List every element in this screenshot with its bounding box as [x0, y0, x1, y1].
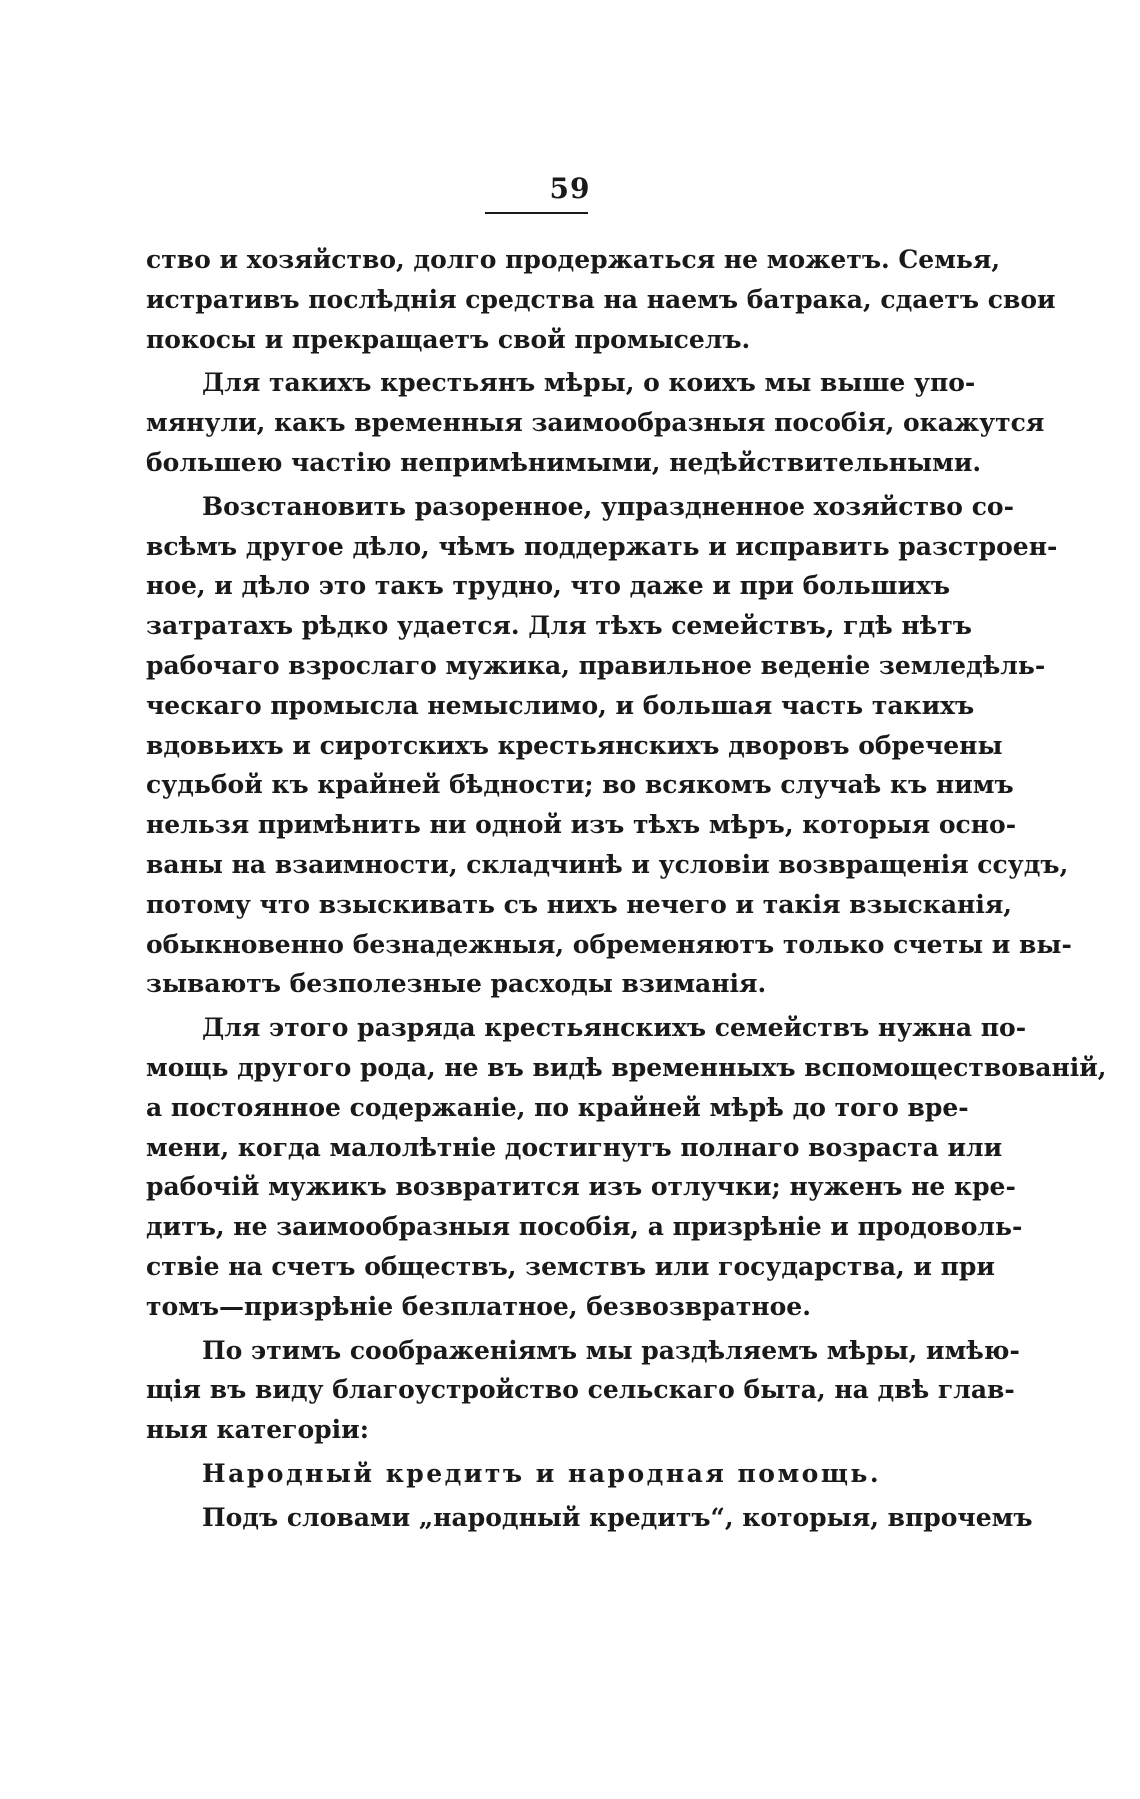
text-line: судьбой къ крайней бѣдности; во всякомъ случаѣ къ нимъ — [146, 770, 1014, 800]
text-line: мени, когда малолѣтніе достигнутъ полнаго возраста или — [146, 1132, 1003, 1162]
text-line: вдовьихъ и сиротскихъ крестьянскихъ дворовъ обречены — [146, 730, 1003, 760]
text-line: Для такихъ крестьянъ мѣры, о коихъ мы выше упо- — [202, 368, 976, 398]
text-line: Для этого разряда крестьянскихъ семействъ нужна по- — [202, 1013, 1027, 1043]
text-line: мянули, какъ временныя заимообразныя пособія, окажутся — [146, 408, 1045, 438]
text-line: ныя категоріи: — [146, 1415, 369, 1445]
page-number-rule — [485, 212, 588, 214]
text-line: томъ—призрѣніе безплатное, безвозвратное. — [146, 1291, 811, 1321]
text-line: ное, и дѣло это такъ трудно, что даже и при большихъ — [146, 571, 951, 601]
section-heading: Народный кредитъ и народная помощь. — [202, 1458, 882, 1488]
text-line: покосы и прекращаетъ свой промыселъ. — [146, 324, 751, 354]
text-line: Подъ словами „народный кредитъ“, которыя, впрочемъ — [202, 1502, 1033, 1532]
text-line: зываютъ безполезные расходы взиманія. — [146, 969, 767, 999]
text-line: обыкновенно безнадежныя, обременяютъ только счеты и вы- — [146, 929, 1072, 959]
text-line: По этимъ соображеніямъ мы раздѣляемъ мѣры, имѣю- — [202, 1335, 1020, 1365]
text-line: рабочій мужикъ возвратится изъ отлучки; нуженъ не кре- — [146, 1172, 1016, 1202]
text-line: потому что взыскивать съ нихъ нечего и такія взысканія, — [146, 889, 1012, 919]
text-line: дитъ, не заимообразныя пособія, а призрѣніе и продоволь- — [146, 1212, 1023, 1242]
text-line: щія въ виду благоустройство сельскаго быта, на двѣ глав- — [146, 1375, 1015, 1405]
page-number: 59 — [549, 172, 591, 205]
text-line: всѣмъ другое дѣло, чѣмъ поддержать и исправить разстроен- — [146, 531, 1058, 561]
text-line: ваны на взаимности, складчинѣ и условіи возвращенія ссудъ, — [146, 849, 1069, 879]
text-line: большею частію непримѣнимыми, недѣйствительными. — [146, 447, 982, 477]
text-line: рабочаго взрослаго мужика, правильное веденіе земледѣль- — [146, 650, 1046, 680]
text-line: нельзя примѣнить ни одной изъ тѣхъ мѣръ, которыя осно- — [146, 810, 1017, 840]
text-line: мощь другого рода, не въ видѣ временныхъ вспомоществованій, — [146, 1052, 1107, 1082]
text-line: Возстановить разоренное, упраздненное хозяйство со- — [202, 491, 1014, 521]
text-line: истративъ послѣднія средства на наемъ батрака, сдаетъ свои — [146, 284, 1056, 314]
body-text — [146, 240, 1107, 1538]
text-line: ство и хозяйство, долго продержаться не можетъ. Семья, — [146, 245, 1001, 274]
text-line: ствіе на счетъ обществъ, земствъ или государства, и при — [146, 1251, 995, 1281]
text-line: а постоянное содержаніе, по крайней мѣрѣ до того вре- — [146, 1092, 969, 1122]
text-line: затратахъ рѣдко удается. Для тѣхъ семействъ, гдѣ нѣтъ — [146, 611, 972, 641]
text-line: ческаго промысла немыслимо, и большая часть такихъ — [146, 690, 975, 720]
